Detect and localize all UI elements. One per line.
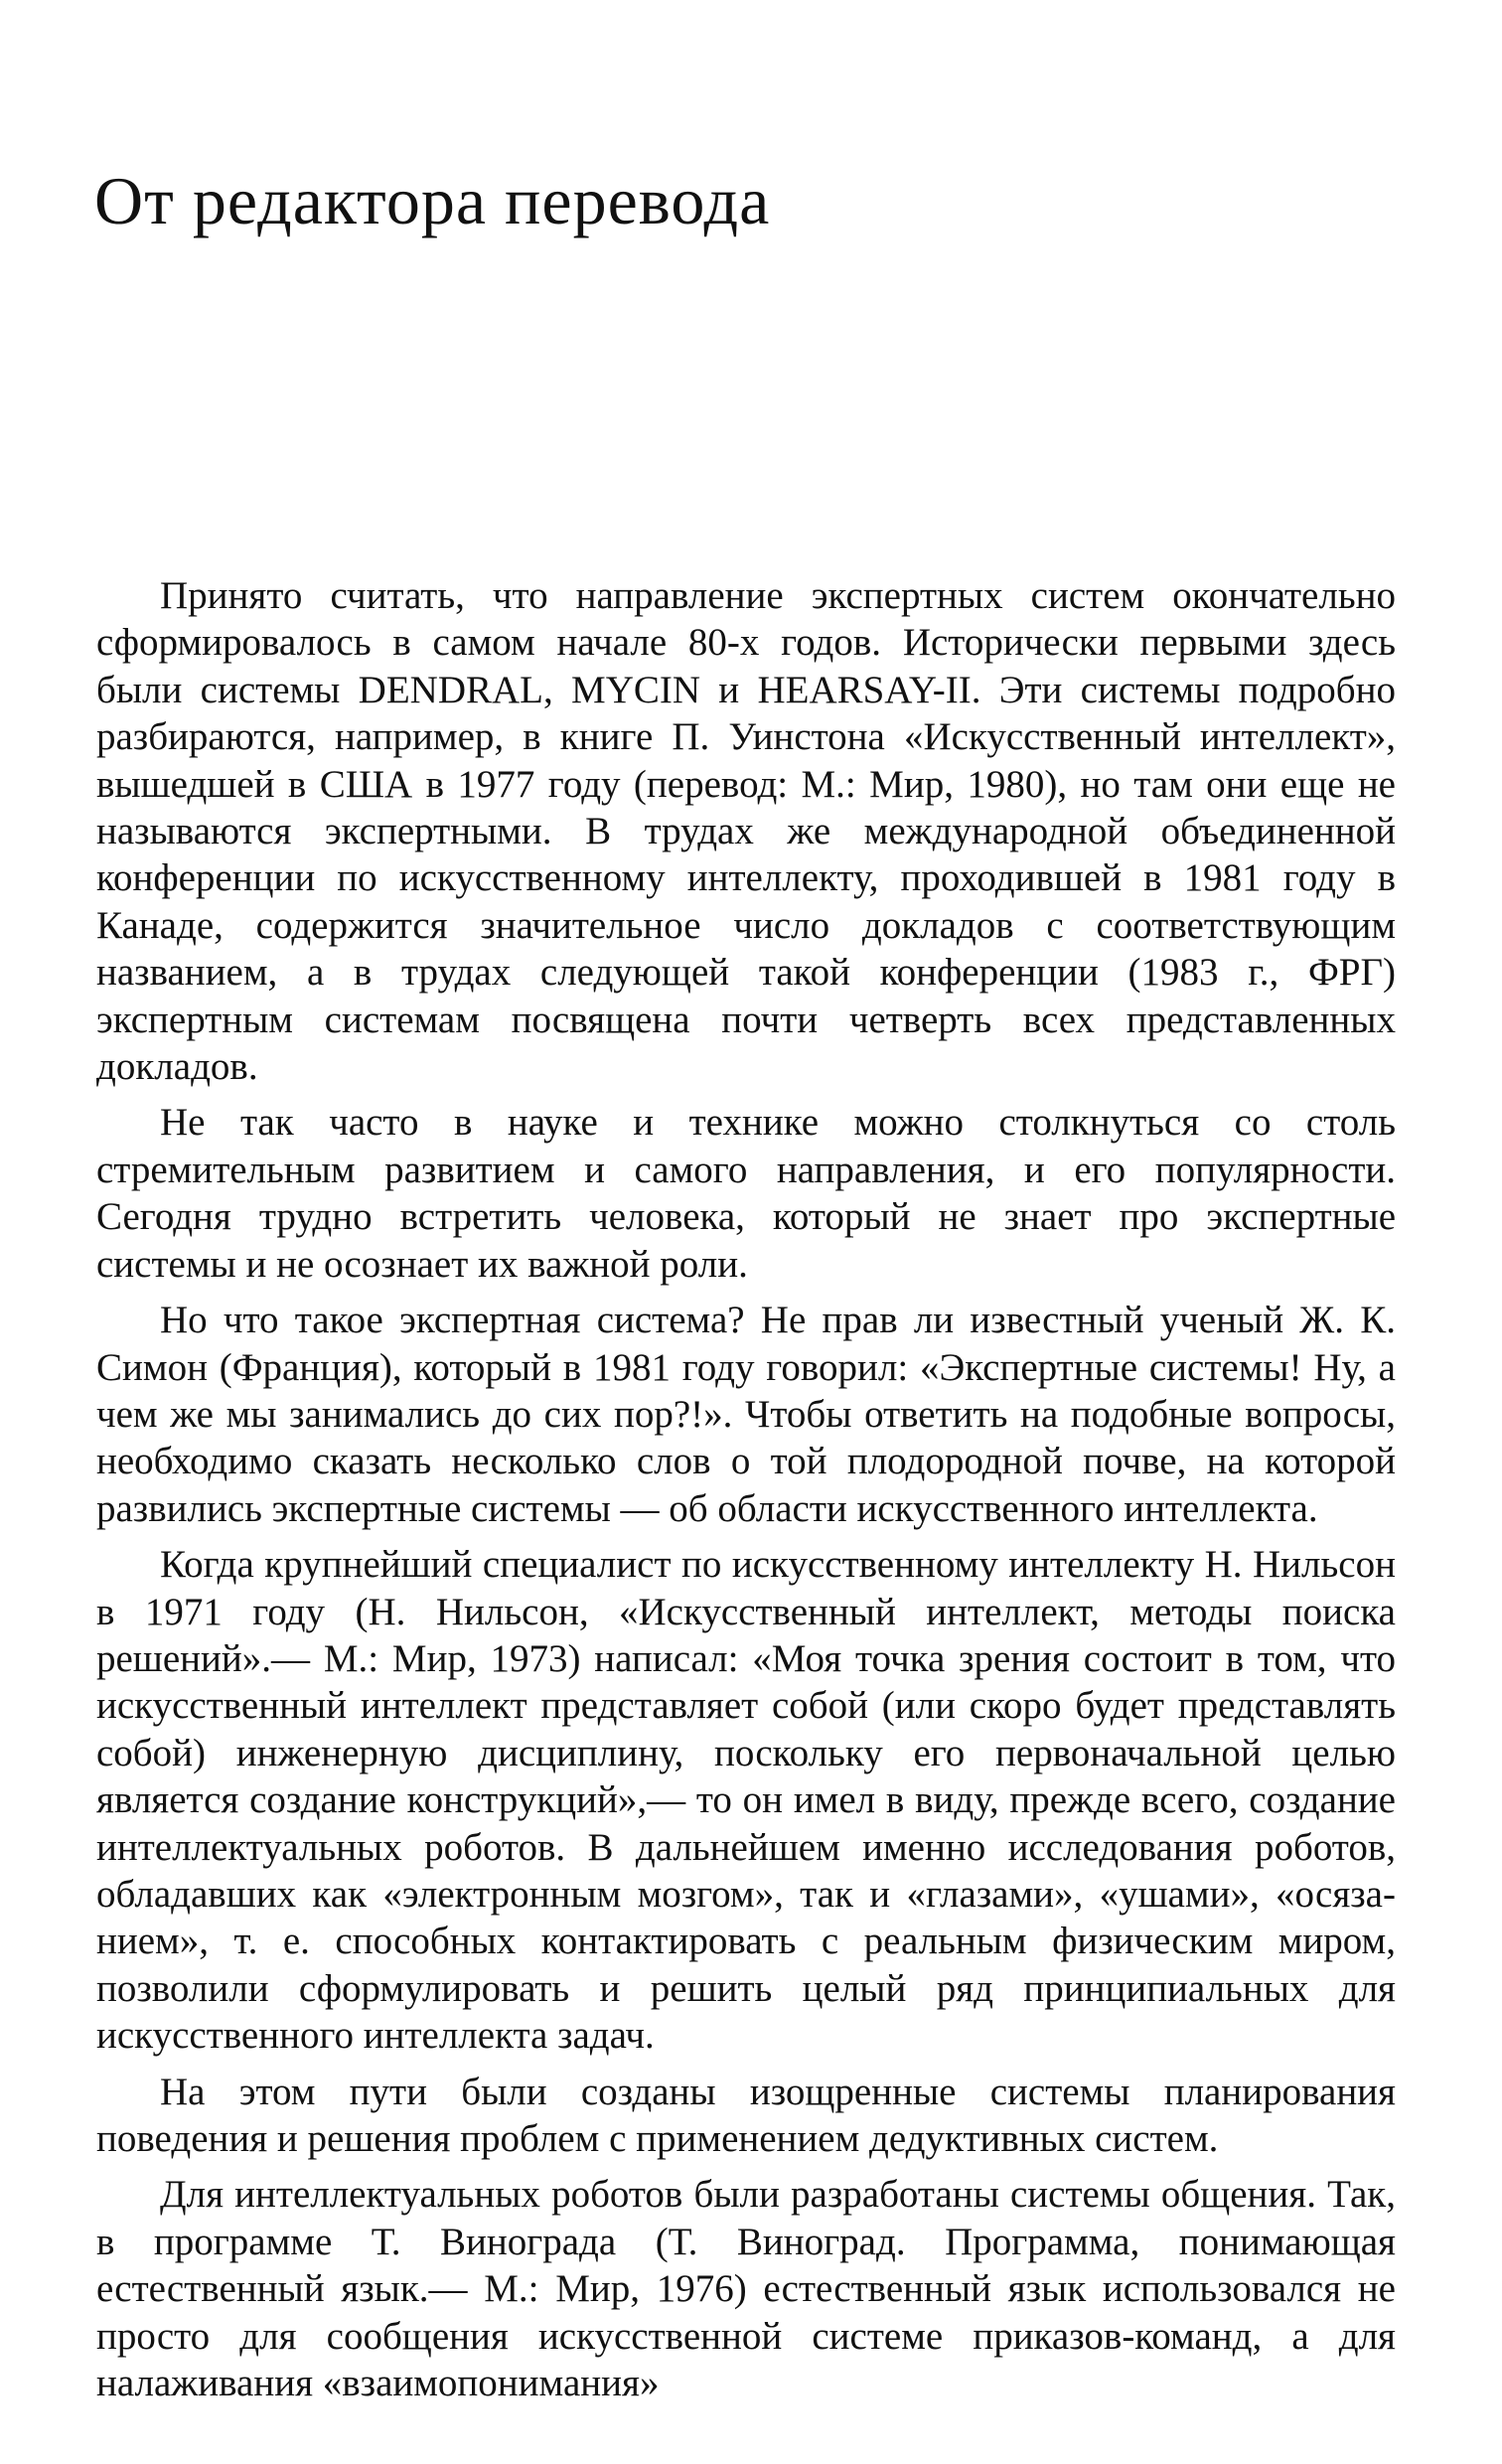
paragraph-3: Но что такое экспертная система? Не прав ли известный ученый Ж. К. Симон (Франция), который в 1981 году говорил: «Экспертные системы! Ну, а чем же мы занимались до сих пор?!». Чтобы ответить на подобные вопросы, необходимо сказать несколько слов о той плодородной почве, на которой развились экспертные системы — об области искусственного интеллекта. [96, 1299, 1396, 1530]
paragraph-1: Принято считать, что направление экспертных систем окончательно сформировалось в самом начале 80-х годов. Исторически первыми здесь были системы DENDRAL, MYCIN и HEARSAY-II. Эти системы подробно разбираются, например, в книге П. Уинстона «Искусственный интеллект», вышедшей в США в 1977 году (перевод: М.: Мир, 1980), но там они еще не называются экспертными. В трудах же международной объединенной конференции по искусственному интеллекту, проходившей в 1981 году в Канаде, содержится значительное число докладов с соответствующим названием, а в трудах следующей такой конференции (1983 г., ФРГ) экспертным системам посвящена почти четверть всех представленных докладов. [96, 574, 1396, 1089]
page-title: От редактора перевода [94, 163, 771, 238]
paragraph-6: Для интеллектуальных роботов были разработаны системы общения. Так, в программе Т. Винограда (Т. Виноград. Программа, понимающая естественный язык.— М.: Мир, 1976) естественный язык использовался не просто для сообщения искусственной системе приказов-команд, а для налаживания «взаимопонимания» [96, 2173, 1396, 2405]
paragraph-5: На этом пути были созданы изощренные системы планирования поведения и решения проблем с применением дедуктивных систем. [96, 2070, 1396, 2160]
paragraph-2: Не так часто в науке и технике можно столкнуться со столь стремительным развитием и самого направления, и его популярности. Сегодня трудно встретить человека, который не знает про экспертные системы и не осознает их важной роли. [96, 1101, 1396, 1286]
page-body [96, 572, 1396, 2406]
paragraph-4: Когда крупнейший специалист по искусственному интеллекту Н. Нильсон в 1971 году (Н. Нильсон, «Искусственный интеллект, методы поиска решений».— М.: Мир, 1973) написал: «Моя точка зрения состоит в том, что искусственный интеллект представляет собой (или скоро будет представлять собой) инженерную дисциплину, поскольку его первоначальной целью является создание конструкций»,— то он имел в виду, прежде всего, создание интеллектуальных роботов. В дальнейшем именно исследования роботов, обладавших как «электронным мозгом», так и «глазами», «ушами», «осязанием», т. е. способных контактировать с реальным физическим миром, позволили сформулировать и решить целый ряд принципиальных для искусственного интеллекта задач. [96, 1543, 1396, 2058]
